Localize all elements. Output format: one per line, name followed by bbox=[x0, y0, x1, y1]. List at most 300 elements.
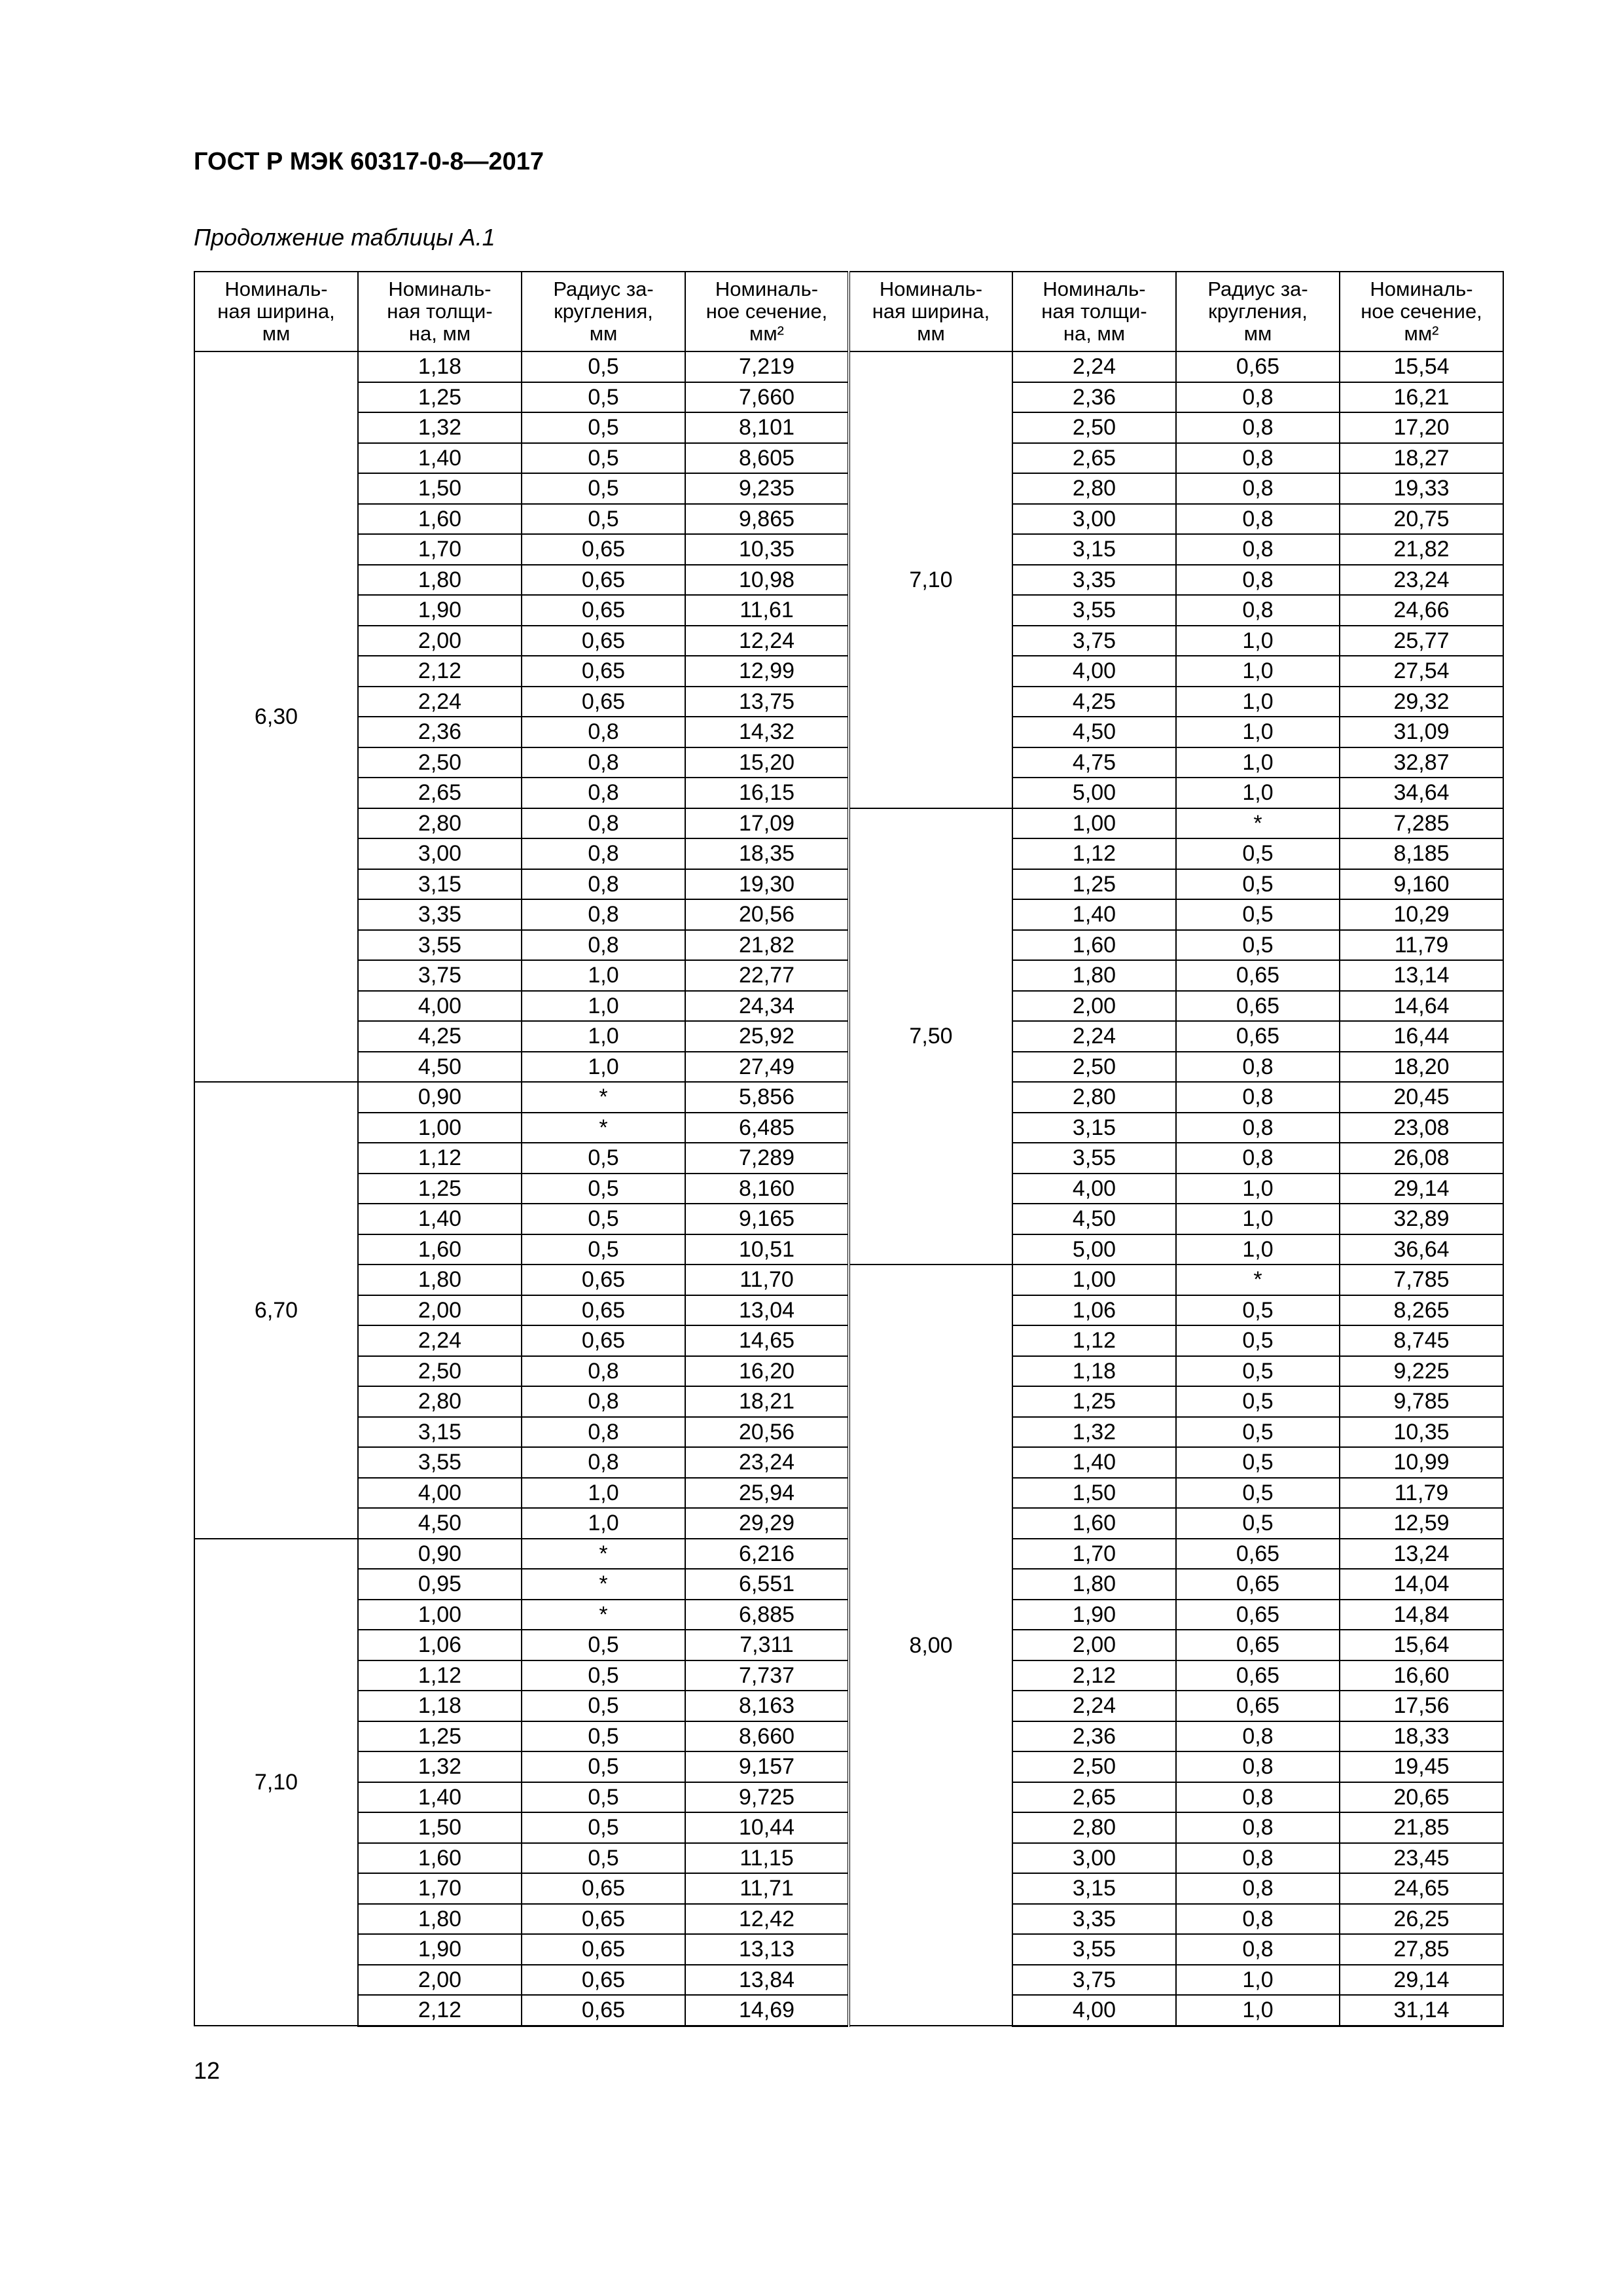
radius-cell: 0,8 bbox=[522, 838, 685, 869]
section-cell: 10,29 bbox=[1340, 899, 1503, 930]
radius-cell: 0,5 bbox=[522, 1630, 685, 1660]
section-cell: 7,311 bbox=[685, 1630, 849, 1660]
section-cell: 18,27 bbox=[1340, 443, 1503, 474]
section-cell: 11,61 bbox=[685, 595, 849, 626]
radius-cell: 0,8 bbox=[1176, 443, 1340, 474]
radius-cell: 0,8 bbox=[1176, 1904, 1340, 1935]
section-cell: 18,33 bbox=[1340, 1721, 1503, 1752]
thickness-cell: 1,32 bbox=[358, 1751, 522, 1782]
radius-cell: 0,5 bbox=[1176, 1386, 1340, 1417]
thickness-cell: 4,00 bbox=[358, 991, 522, 1022]
radius-cell: 0,65 bbox=[1176, 1691, 1340, 1721]
section-cell: 7,219 bbox=[685, 351, 849, 382]
thickness-cell: 4,00 bbox=[1012, 1174, 1176, 1204]
thickness-cell: 4,00 bbox=[358, 1478, 522, 1509]
section-cell: 18,35 bbox=[685, 838, 849, 869]
radius-cell: 0,65 bbox=[522, 1904, 685, 1935]
thickness-cell: 1,60 bbox=[358, 1843, 522, 1874]
radius-cell: 0,65 bbox=[522, 595, 685, 626]
radius-cell: 0,8 bbox=[1176, 1143, 1340, 1174]
section-cell: 7,289 bbox=[685, 1143, 849, 1174]
thickness-cell: 3,75 bbox=[1012, 626, 1176, 656]
document-header: ГОСТ Р МЭК 60317-0-8—2017 bbox=[194, 148, 544, 175]
section-cell: 8,185 bbox=[1340, 838, 1503, 869]
radius-cell: 0,65 bbox=[1176, 1569, 1340, 1600]
thickness-cell: 1,18 bbox=[358, 351, 522, 382]
thickness-cell: 1,18 bbox=[358, 1691, 522, 1721]
table-row bbox=[194, 351, 1503, 382]
radius-cell: 0,8 bbox=[1176, 1873, 1340, 1904]
radius-cell: 0,5 bbox=[1176, 1508, 1340, 1539]
section-cell: 31,09 bbox=[1340, 717, 1503, 747]
thickness-cell: 1,00 bbox=[1012, 1265, 1176, 1295]
thickness-cell: 2,80 bbox=[1012, 1082, 1176, 1113]
radius-cell: 1,0 bbox=[1176, 1174, 1340, 1204]
radius-cell: * bbox=[522, 1600, 685, 1630]
radius-cell: 0,5 bbox=[1176, 838, 1340, 869]
section-cell: 31,14 bbox=[1340, 1995, 1503, 2026]
radius-cell: 0,5 bbox=[522, 1812, 685, 1843]
section-cell: 14,69 bbox=[685, 1995, 849, 2026]
thickness-cell: 2,24 bbox=[1012, 1691, 1176, 1721]
radius-cell: * bbox=[1176, 1265, 1340, 1295]
section-cell: 15,20 bbox=[685, 747, 849, 778]
radius-cell: * bbox=[522, 1539, 685, 1570]
radius-cell: 1,0 bbox=[1176, 1204, 1340, 1234]
section-cell: 7,285 bbox=[1340, 808, 1503, 839]
radius-cell: 0,5 bbox=[522, 443, 685, 474]
thickness-cell: 1,32 bbox=[358, 412, 522, 443]
thickness-cell: 3,35 bbox=[1012, 565, 1176, 596]
radius-cell: 0,5 bbox=[1176, 899, 1340, 930]
thickness-cell: 3,55 bbox=[1012, 1934, 1176, 1965]
radius-cell: 0,8 bbox=[522, 808, 685, 839]
thickness-cell: 1,50 bbox=[1012, 1478, 1176, 1509]
radius-cell: 0,8 bbox=[1176, 1843, 1340, 1874]
radius-cell: 0,5 bbox=[522, 1143, 685, 1174]
header-left-width bbox=[194, 272, 358, 351]
radius-cell: 0,8 bbox=[1176, 565, 1340, 596]
thickness-cell: 2,80 bbox=[1012, 473, 1176, 504]
thickness-cell: 2,80 bbox=[358, 808, 522, 839]
section-cell: 29,14 bbox=[1340, 1174, 1503, 1204]
thickness-cell: 3,15 bbox=[1012, 1873, 1176, 1904]
radius-cell: 0,5 bbox=[1176, 1417, 1340, 1448]
radius-cell: * bbox=[522, 1082, 685, 1113]
radius-cell: 0,8 bbox=[1176, 504, 1340, 535]
radius-cell: 0,65 bbox=[522, 1965, 685, 1996]
thickness-cell: 2,00 bbox=[1012, 991, 1176, 1022]
header-label: Радиус за- кругления, мм bbox=[1207, 278, 1308, 345]
thickness-cell: 1,90 bbox=[1012, 1600, 1176, 1630]
section-cell: 9,225 bbox=[1340, 1356, 1503, 1387]
radius-cell: 0,8 bbox=[1176, 1721, 1340, 1752]
section-cell: 16,60 bbox=[1340, 1660, 1503, 1691]
section-cell: 9,160 bbox=[1340, 869, 1503, 900]
radius-cell: 0,65 bbox=[1176, 1660, 1340, 1691]
section-cell: 19,45 bbox=[1340, 1751, 1503, 1782]
thickness-cell: 1,32 bbox=[1012, 1417, 1176, 1448]
section-cell: 11,15 bbox=[685, 1843, 849, 1874]
radius-cell: 1,0 bbox=[522, 1021, 685, 1052]
section-cell: 29,29 bbox=[685, 1508, 849, 1539]
section-cell: 14,04 bbox=[1340, 1569, 1503, 1600]
section-cell: 14,64 bbox=[1340, 991, 1503, 1022]
section-cell: 13,04 bbox=[685, 1295, 849, 1326]
radius-cell: 1,0 bbox=[522, 1052, 685, 1083]
table-row bbox=[194, 1265, 1503, 1295]
section-cell: 17,09 bbox=[685, 808, 849, 839]
radius-cell: 1,0 bbox=[522, 1478, 685, 1509]
header-label: Номиналь- ная ширина, мм bbox=[217, 278, 335, 345]
thickness-cell: 2,50 bbox=[358, 1356, 522, 1387]
section-cell: 10,99 bbox=[1340, 1447, 1503, 1478]
radius-cell: 0,5 bbox=[522, 504, 685, 535]
radius-cell: 0,8 bbox=[522, 1447, 685, 1478]
section-cell: 8,160 bbox=[685, 1174, 849, 1204]
thickness-cell: 4,25 bbox=[1012, 687, 1176, 717]
section-cell: 9,165 bbox=[685, 1204, 849, 1234]
section-cell: 20,75 bbox=[1340, 504, 1503, 535]
thickness-cell: 3,15 bbox=[358, 1417, 522, 1448]
radius-cell: * bbox=[522, 1569, 685, 1600]
thickness-cell: 2,12 bbox=[358, 1995, 522, 2026]
radius-cell: 0,8 bbox=[1176, 412, 1340, 443]
section-cell: 5,856 bbox=[685, 1082, 849, 1113]
section-cell: 11,79 bbox=[1340, 1478, 1503, 1509]
page-number: 12 bbox=[194, 2057, 221, 2084]
table-header-row bbox=[194, 272, 1503, 351]
header-left-section bbox=[685, 272, 849, 351]
radius-cell: 1,0 bbox=[1176, 1965, 1340, 1996]
width-cell: 8,00 bbox=[849, 1265, 1012, 2026]
section-cell: 14,32 bbox=[685, 717, 849, 747]
section-cell: 19,30 bbox=[685, 869, 849, 900]
section-cell: 16,44 bbox=[1340, 1021, 1503, 1052]
radius-cell: 0,65 bbox=[1176, 960, 1340, 991]
thickness-cell: 1,60 bbox=[358, 504, 522, 535]
radius-cell: 0,8 bbox=[1176, 382, 1340, 413]
radius-cell: 0,65 bbox=[1176, 1539, 1340, 1570]
thickness-cell: 3,55 bbox=[1012, 595, 1176, 626]
section-cell: 15,54 bbox=[1340, 351, 1503, 382]
section-cell: 12,59 bbox=[1340, 1508, 1503, 1539]
section-cell: 10,98 bbox=[685, 565, 849, 596]
thickness-cell: 0,90 bbox=[358, 1082, 522, 1113]
section-cell: 8,745 bbox=[1340, 1325, 1503, 1356]
section-cell: 17,20 bbox=[1340, 412, 1503, 443]
thickness-cell: 5,00 bbox=[1012, 778, 1176, 808]
width-cell: 7,50 bbox=[849, 808, 1012, 1265]
section-cell: 12,24 bbox=[685, 626, 849, 656]
thickness-cell: 2,65 bbox=[1012, 1782, 1176, 1813]
thickness-cell: 1,80 bbox=[358, 565, 522, 596]
section-cell: 32,87 bbox=[1340, 747, 1503, 778]
section-cell: 6,485 bbox=[685, 1113, 849, 1143]
section-cell: 25,77 bbox=[1340, 626, 1503, 656]
section-cell: 7,785 bbox=[1340, 1265, 1503, 1295]
thickness-cell: 3,55 bbox=[358, 930, 522, 961]
thickness-cell: 1,60 bbox=[1012, 930, 1176, 961]
radius-cell: 1,0 bbox=[1176, 656, 1340, 687]
section-cell: 11,71 bbox=[685, 1873, 849, 1904]
section-cell: 10,35 bbox=[685, 534, 849, 565]
thickness-cell: 3,75 bbox=[1012, 1965, 1176, 1996]
thickness-cell: 4,00 bbox=[1012, 656, 1176, 687]
radius-cell: 0,5 bbox=[1176, 1295, 1340, 1326]
section-cell: 9,865 bbox=[685, 504, 849, 535]
radius-cell: * bbox=[1176, 808, 1340, 839]
section-cell: 16,21 bbox=[1340, 382, 1503, 413]
thickness-cell: 2,24 bbox=[358, 687, 522, 717]
table-row bbox=[194, 808, 1503, 839]
thickness-cell: 2,50 bbox=[358, 747, 522, 778]
thickness-cell: 1,12 bbox=[358, 1660, 522, 1691]
radius-cell: 0,8 bbox=[1176, 1751, 1340, 1782]
radius-cell: 1,0 bbox=[1176, 626, 1340, 656]
width-cell: 7,10 bbox=[849, 351, 1012, 808]
radius-cell: 0,65 bbox=[1176, 1021, 1340, 1052]
section-cell: 12,42 bbox=[685, 1904, 849, 1935]
width-cell: 6,30 bbox=[194, 351, 358, 1082]
thickness-cell: 1,00 bbox=[1012, 808, 1176, 839]
thickness-cell: 2,00 bbox=[358, 1965, 522, 1996]
section-cell: 16,20 bbox=[685, 1356, 849, 1387]
thickness-cell: 5,00 bbox=[1012, 1234, 1176, 1265]
thickness-cell: 3,00 bbox=[1012, 504, 1176, 535]
radius-cell: 0,8 bbox=[522, 717, 685, 747]
radius-cell: 0,65 bbox=[522, 1295, 685, 1326]
thickness-cell: 4,50 bbox=[358, 1508, 522, 1539]
thickness-cell: 1,18 bbox=[1012, 1356, 1176, 1387]
thickness-cell: 0,95 bbox=[358, 1569, 522, 1600]
section-cell: 6,551 bbox=[685, 1569, 849, 1600]
section-cell: 8,101 bbox=[685, 412, 849, 443]
table-caption: Продолжение таблицы А.1 bbox=[194, 224, 495, 251]
section-cell: 29,14 bbox=[1340, 1965, 1503, 1996]
radius-cell: 0,5 bbox=[1176, 930, 1340, 961]
thickness-cell: 4,25 bbox=[358, 1021, 522, 1052]
section-cell: 8,265 bbox=[1340, 1295, 1503, 1326]
radius-cell: 0,65 bbox=[522, 687, 685, 717]
section-cell: 21,85 bbox=[1340, 1812, 1503, 1843]
section-cell: 13,14 bbox=[1340, 960, 1503, 991]
radius-cell: 0,8 bbox=[1176, 595, 1340, 626]
thickness-cell: 4,75 bbox=[1012, 747, 1176, 778]
thickness-cell: 1,00 bbox=[358, 1600, 522, 1630]
thickness-cell: 1,90 bbox=[358, 595, 522, 626]
thickness-cell: 1,25 bbox=[358, 1721, 522, 1752]
thickness-cell: 1,90 bbox=[358, 1934, 522, 1965]
radius-cell: 0,65 bbox=[522, 1325, 685, 1356]
radius-cell: 0,8 bbox=[1176, 1052, 1340, 1083]
section-cell: 27,49 bbox=[685, 1052, 849, 1083]
thickness-cell: 2,24 bbox=[1012, 1021, 1176, 1052]
thickness-cell: 1,40 bbox=[358, 443, 522, 474]
section-cell: 20,45 bbox=[1340, 1082, 1503, 1113]
thickness-cell: 3,55 bbox=[358, 1447, 522, 1478]
section-cell: 23,08 bbox=[1340, 1113, 1503, 1143]
thickness-cell: 2,12 bbox=[1012, 1660, 1176, 1691]
thickness-cell: 1,80 bbox=[1012, 960, 1176, 991]
thickness-cell: 2,12 bbox=[358, 656, 522, 687]
thickness-cell: 1,50 bbox=[358, 1812, 522, 1843]
section-cell: 11,70 bbox=[685, 1265, 849, 1295]
section-cell: 6,885 bbox=[685, 1600, 849, 1630]
section-cell: 10,44 bbox=[685, 1812, 849, 1843]
section-cell: 7,737 bbox=[685, 1660, 849, 1691]
thickness-cell: 2,80 bbox=[1012, 1812, 1176, 1843]
thickness-cell: 2,80 bbox=[358, 1386, 522, 1417]
section-cell: 36,64 bbox=[1340, 1234, 1503, 1265]
section-cell: 14,65 bbox=[685, 1325, 849, 1356]
thickness-cell: 4,50 bbox=[1012, 1204, 1176, 1234]
radius-cell: 0,8 bbox=[522, 1417, 685, 1448]
thickness-cell: 2,00 bbox=[1012, 1630, 1176, 1660]
radius-cell: 0,8 bbox=[522, 747, 685, 778]
section-cell: 15,64 bbox=[1340, 1630, 1503, 1660]
section-cell: 26,08 bbox=[1340, 1143, 1503, 1174]
radius-cell: 1,0 bbox=[1176, 747, 1340, 778]
header-label: Номиналь- ная ширина, мм bbox=[872, 278, 990, 345]
thickness-cell: 1,60 bbox=[358, 1234, 522, 1265]
section-cell: 21,82 bbox=[1340, 534, 1503, 565]
radius-cell: 0,5 bbox=[1176, 1356, 1340, 1387]
width-cell: 7,10 bbox=[194, 1539, 358, 2026]
section-cell: 10,35 bbox=[1340, 1417, 1503, 1448]
thickness-cell: 1,80 bbox=[358, 1265, 522, 1295]
radius-cell: 0,8 bbox=[1176, 1082, 1340, 1113]
thickness-cell: 1,06 bbox=[358, 1630, 522, 1660]
thickness-cell: 1,12 bbox=[1012, 838, 1176, 869]
radius-cell: 0,65 bbox=[1176, 1630, 1340, 1660]
radius-cell: 1,0 bbox=[1176, 1234, 1340, 1265]
thickness-cell: 2,50 bbox=[1012, 1052, 1176, 1083]
thickness-cell: 1,80 bbox=[1012, 1569, 1176, 1600]
radius-cell: 1,0 bbox=[522, 960, 685, 991]
thickness-cell: 2,24 bbox=[358, 1325, 522, 1356]
section-cell: 23,24 bbox=[1340, 565, 1503, 596]
section-cell: 13,75 bbox=[685, 687, 849, 717]
thickness-cell: 2,36 bbox=[1012, 1721, 1176, 1752]
section-cell: 34,64 bbox=[1340, 778, 1503, 808]
thickness-cell: 1,50 bbox=[358, 473, 522, 504]
thickness-cell: 1,40 bbox=[1012, 899, 1176, 930]
section-cell: 8,660 bbox=[685, 1721, 849, 1752]
section-cell: 29,32 bbox=[1340, 687, 1503, 717]
section-cell: 19,33 bbox=[1340, 473, 1503, 504]
thickness-cell: 3,15 bbox=[358, 869, 522, 900]
radius-cell: 0,8 bbox=[522, 869, 685, 900]
width-cell: 6,70 bbox=[194, 1082, 358, 1539]
radius-cell: 1,0 bbox=[1176, 1995, 1340, 2026]
thickness-cell: 3,00 bbox=[358, 838, 522, 869]
table-body bbox=[194, 351, 1503, 2026]
radius-cell: 0,5 bbox=[522, 1234, 685, 1265]
thickness-cell: 1,40 bbox=[1012, 1447, 1176, 1478]
radius-cell: 0,65 bbox=[1176, 351, 1340, 382]
radius-cell: 0,8 bbox=[1176, 534, 1340, 565]
section-cell: 13,24 bbox=[1340, 1539, 1503, 1570]
section-cell: 20,65 bbox=[1340, 1782, 1503, 1813]
radius-cell: 0,5 bbox=[522, 1174, 685, 1204]
section-cell: 9,725 bbox=[685, 1782, 849, 1813]
thickness-cell: 2,24 bbox=[1012, 351, 1176, 382]
radius-cell: 0,5 bbox=[522, 382, 685, 413]
radius-cell: 0,8 bbox=[522, 930, 685, 961]
thickness-cell: 2,65 bbox=[358, 778, 522, 808]
radius-cell: 0,8 bbox=[522, 899, 685, 930]
section-cell: 13,84 bbox=[685, 1965, 849, 1996]
thickness-cell: 3,00 bbox=[1012, 1843, 1176, 1874]
thickness-cell: 1,70 bbox=[358, 534, 522, 565]
thickness-cell: 1,60 bbox=[1012, 1508, 1176, 1539]
radius-cell: 0,5 bbox=[522, 1204, 685, 1234]
header-right-radius bbox=[1176, 272, 1340, 351]
section-cell: 26,25 bbox=[1340, 1904, 1503, 1935]
thickness-cell: 2,36 bbox=[358, 717, 522, 747]
section-cell: 11,79 bbox=[1340, 930, 1503, 961]
radius-cell: 0,65 bbox=[522, 565, 685, 596]
radius-cell: 0,5 bbox=[522, 1721, 685, 1752]
radius-cell: 1,0 bbox=[522, 1508, 685, 1539]
section-cell: 9,785 bbox=[1340, 1386, 1503, 1417]
thickness-cell: 3,15 bbox=[1012, 1113, 1176, 1143]
header-label: Радиус за- кругления, мм bbox=[553, 278, 654, 345]
section-cell: 21,82 bbox=[685, 930, 849, 961]
radius-cell: 0,5 bbox=[522, 1751, 685, 1782]
thickness-cell: 4,00 bbox=[1012, 1995, 1176, 2026]
thickness-cell: 1,25 bbox=[1012, 1386, 1176, 1417]
thickness-cell: 2,36 bbox=[1012, 382, 1176, 413]
thickness-cell: 1,70 bbox=[358, 1873, 522, 1904]
thickness-cell: 3,75 bbox=[358, 960, 522, 991]
section-cell: 24,66 bbox=[1340, 595, 1503, 626]
section-cell: 24,65 bbox=[1340, 1873, 1503, 1904]
thickness-cell: 4,50 bbox=[358, 1052, 522, 1083]
header-label: Номиналь- ная толщи- на, мм bbox=[1041, 278, 1147, 345]
section-cell: 8,163 bbox=[685, 1691, 849, 1721]
thickness-cell: 1,70 bbox=[1012, 1539, 1176, 1570]
section-cell: 12,99 bbox=[685, 656, 849, 687]
thickness-cell: 1,80 bbox=[358, 1904, 522, 1935]
radius-cell: 0,65 bbox=[522, 1995, 685, 2026]
header-label: Номиналь- ная толщи- на, мм bbox=[387, 278, 493, 345]
thickness-cell: 3,35 bbox=[358, 899, 522, 930]
section-cell: 23,24 bbox=[685, 1447, 849, 1478]
header-right-thickness bbox=[1012, 272, 1176, 351]
radius-cell: 0,65 bbox=[1176, 991, 1340, 1022]
radius-cell: 0,65 bbox=[522, 656, 685, 687]
data-table bbox=[194, 271, 1504, 2027]
radius-cell: 0,5 bbox=[522, 1691, 685, 1721]
thickness-cell: 3,15 bbox=[1012, 534, 1176, 565]
section-cell: 22,77 bbox=[685, 960, 849, 991]
radius-cell: 0,5 bbox=[1176, 869, 1340, 900]
thickness-cell: 2,65 bbox=[1012, 443, 1176, 474]
radius-cell: 0,5 bbox=[522, 473, 685, 504]
section-cell: 9,157 bbox=[685, 1751, 849, 1782]
header-right-width bbox=[849, 272, 1012, 351]
thickness-cell: 0,90 bbox=[358, 1539, 522, 1570]
header-label: Номиналь- ное сечение, мм² bbox=[705, 278, 828, 345]
radius-cell: 1,0 bbox=[1176, 778, 1340, 808]
radius-cell: 0,5 bbox=[522, 1660, 685, 1691]
section-cell: 18,20 bbox=[1340, 1052, 1503, 1083]
radius-cell: 1,0 bbox=[1176, 687, 1340, 717]
radius-cell: 1,0 bbox=[522, 991, 685, 1022]
thickness-cell: 4,50 bbox=[1012, 717, 1176, 747]
